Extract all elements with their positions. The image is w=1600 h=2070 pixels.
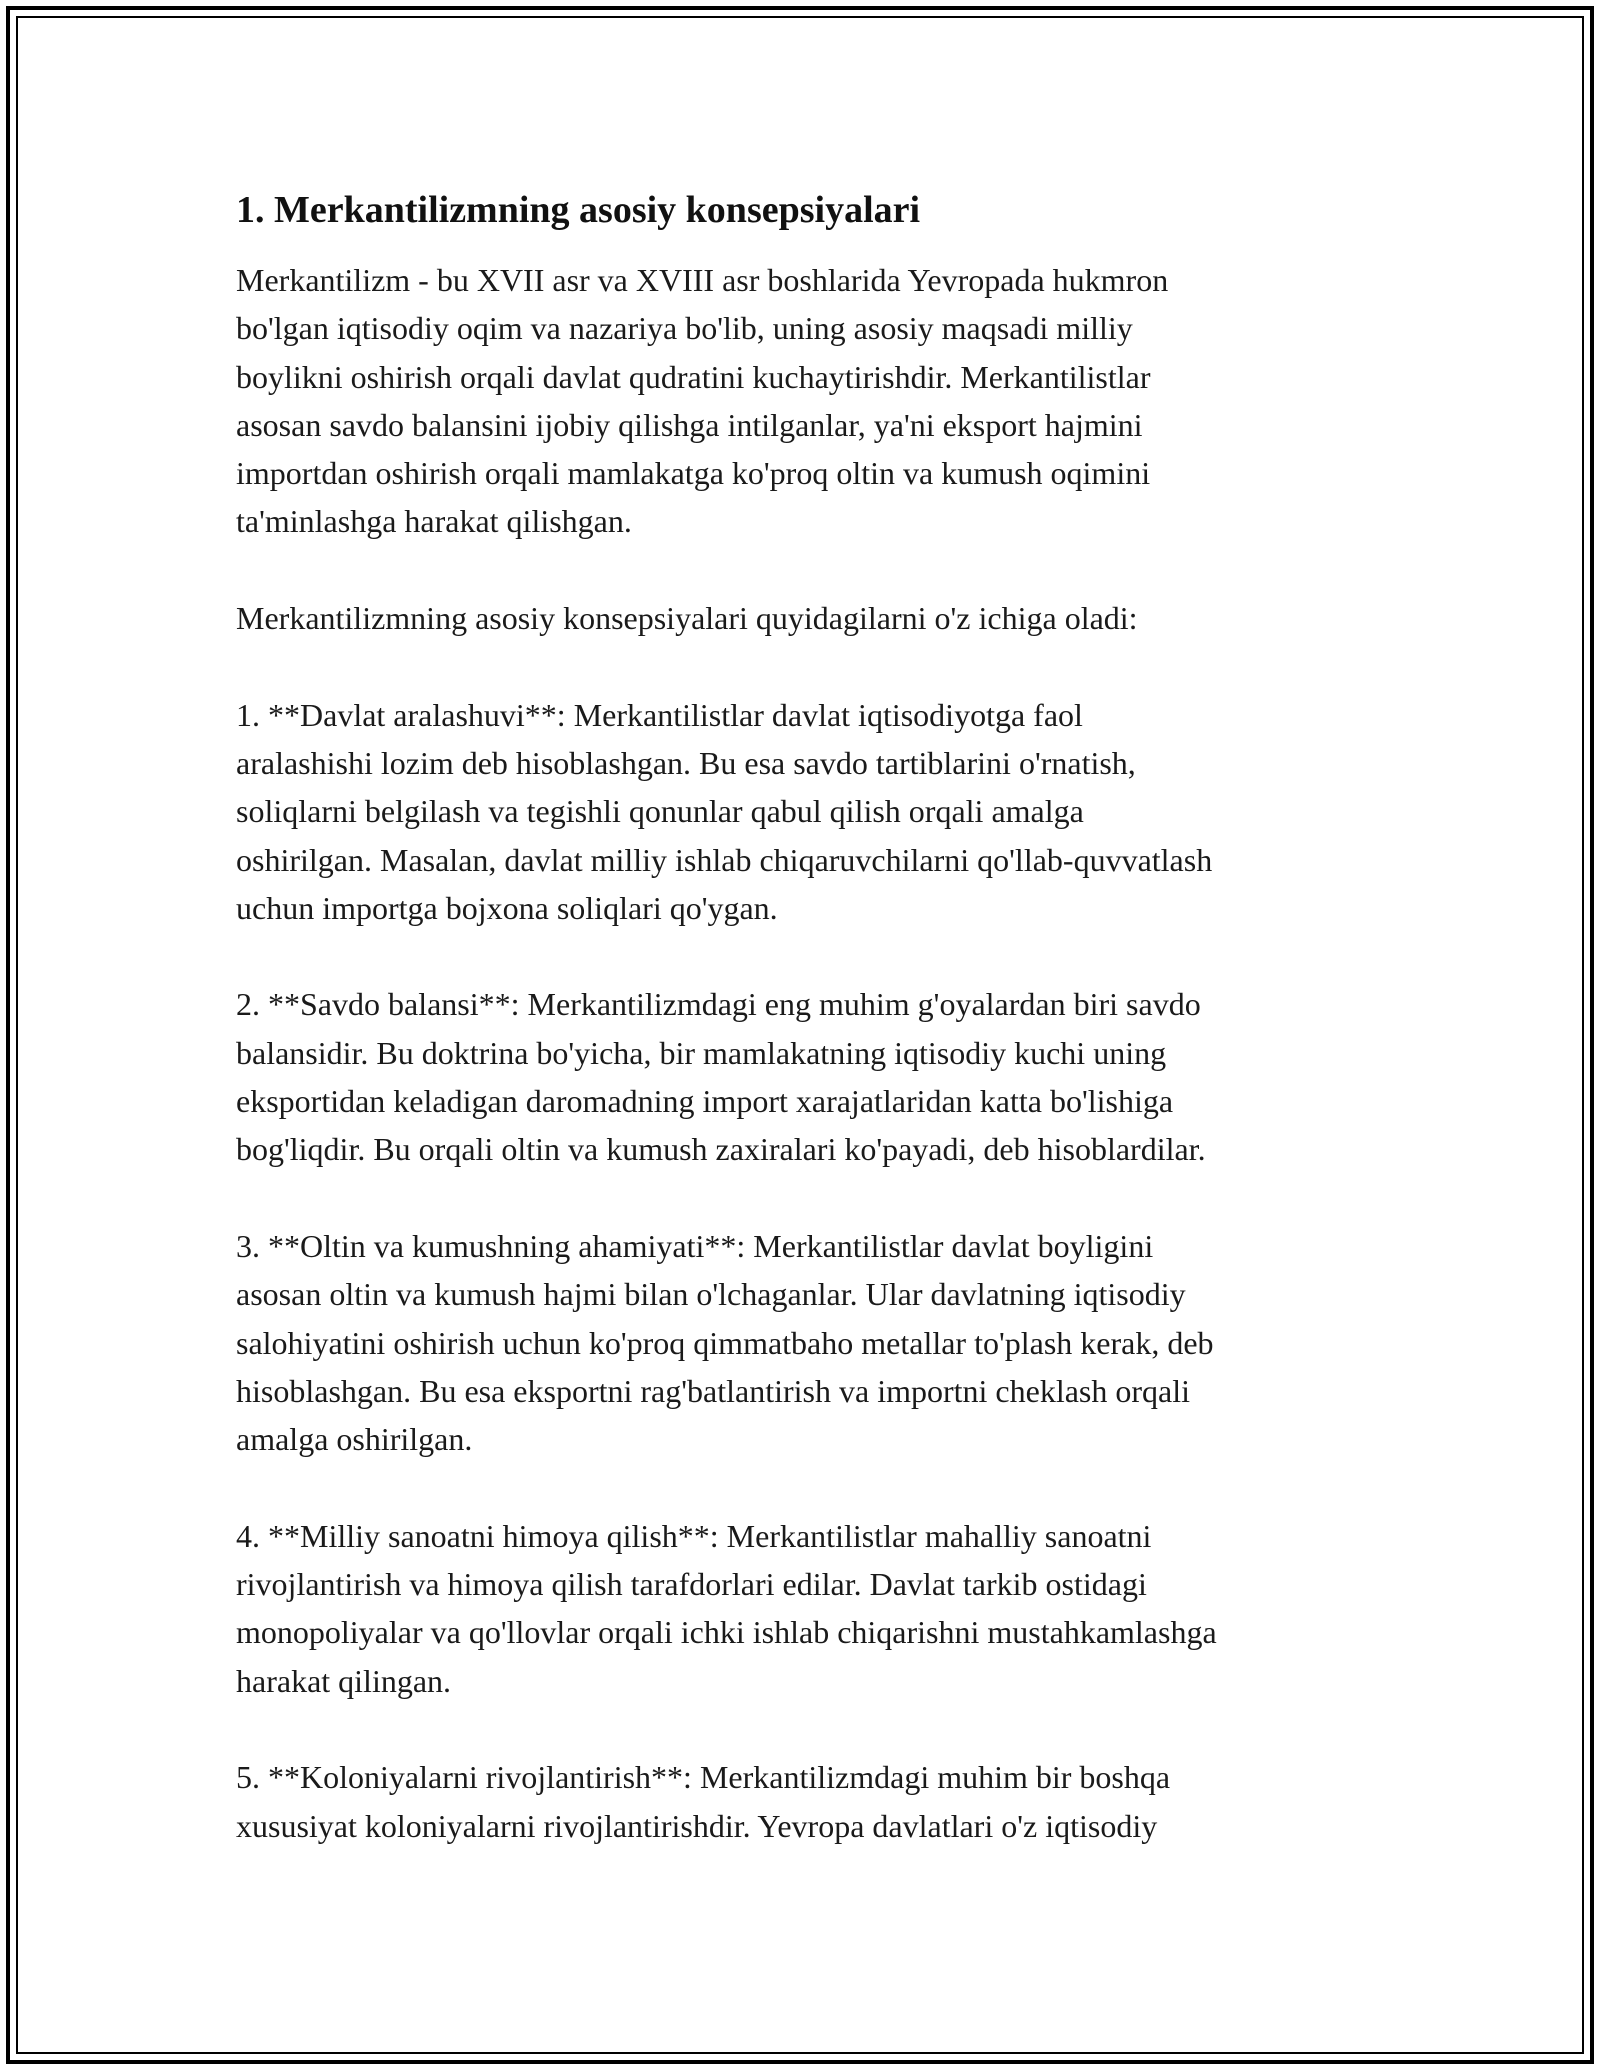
document-body [236, 186, 1366, 1850]
text-line: salohiyatini oshirish uchun ko'proq qimmatbaho metallar to'plash kerak, deb [236, 1324, 1214, 1361]
paragraph-gap [236, 546, 1366, 594]
text-line: amalga oshirilgan. [236, 1421, 473, 1458]
paragraph-gap [236, 642, 1366, 690]
text-line: Merkantilizmning asosiy konsepsiyalari quyidagilarni o'z ichiga oladi: [236, 600, 1138, 637]
text-line: ta'minlashga harakat qilishgan. [236, 503, 632, 540]
text-line: Merkantilizm - bu XVII asr va XVIII asr boshlarida Yevropada hukmron [236, 262, 1169, 298]
text-line: monopoliyalar va qo'llovlar orqali ichki ishlab chiqarishni mustahkamlashga [236, 1614, 1217, 1651]
text-line: rivojlantirish va himoya qilish tarafdorlari edilar. Davlat tarkib ostidagi [236, 1566, 1147, 1603]
paragraph-gap [236, 932, 1366, 980]
text-line: asosan oltin va kumush hajmi bilan o'lchaganlar. Ular davlatning iqtisodiy [236, 1276, 1186, 1313]
paragraph [236, 256, 1366, 546]
text-line: balansidir. Bu doktrina bo'yicha, bir mamlakatning iqtisodiy kuchi uning [236, 1034, 1167, 1071]
paragraph [236, 594, 1366, 642]
paragraph-gap [236, 1705, 1366, 1753]
text-line: soliqlarni belgilash va tegishli qonunlar qabul qilish orqali amalga [236, 793, 1084, 830]
paragraph [236, 1512, 1366, 1705]
text-line: 1. **Davlat aralashuvi**: Merkantilistlar davlat iqtisodiyotga faol [236, 696, 1083, 733]
paragraph-gap [236, 1463, 1366, 1511]
text-line: eksportidan keladigan daromadning import xarajatlaridan katta bo'lishiga [236, 1083, 1174, 1120]
text-line: aralashishi lozim deb hisoblashgan. Bu esa savdo tartiblarini o'rnatish, [236, 744, 1136, 781]
paragraph [236, 691, 1366, 932]
paragraph [236, 1753, 1366, 1850]
paragraphs-container [236, 256, 1366, 1850]
paragraph [236, 1222, 1366, 1463]
text-line: bog'liqdir. Bu orqali oltin va kumush zaxiralari ko'payadi, deb hisoblardilar. [236, 1131, 1206, 1168]
text-line: asosan savdo balansini ijobiy qilishga intilganlar, ya'ni eksport hajmini [236, 406, 1143, 443]
text-line: harakat qilingan. [236, 1662, 452, 1699]
section-heading: 1. Merkantilizmning asosiy konsepsiyalari [236, 189, 921, 231]
text-line: uchun importga bojxona soliqlari qo'ygan. [236, 889, 778, 926]
text-line: boylikni oshirish orqali davlat qudratini kuchaytirishdir. Merkantilistlar [236, 358, 1151, 395]
text-line: importdan oshirish orqali mamlakatga ko'proq oltin va kumush oqimini [236, 455, 1151, 492]
text-line: hisoblashgan. Bu esa eksportni rag'batlantirish va importni cheklash orqali [236, 1372, 1190, 1409]
text-line: 2. **Savdo balansi**: Merkantilizmdagi eng muhim g'oyalardan biri savdo [236, 986, 1201, 1023]
text-line: xususiyat koloniyalarni rivojlantirishdir. Yevropa davlatlari o'z iqtisodiy [236, 1807, 1158, 1844]
paragraph-gap [236, 1174, 1366, 1222]
text-line: bo'lgan iqtisodiy oqim va nazariya bo'lib, uning asosiy maqsadi milliy [236, 310, 1133, 347]
text-line: 5. **Koloniyalarni rivojlantirish**: Merkantilizmdagi muhim bir boshqa [236, 1759, 1171, 1796]
text-line: 4. **Milliy sanoatni himoya qilish**: Merkantilistlar mahalliy sanoatni [236, 1517, 1152, 1554]
text-line: oshirilgan. Masalan, davlat milliy ishlab chiqaruvchilarni qo'llab-quvvatlash [236, 841, 1213, 878]
paragraph [236, 980, 1366, 1173]
text-line: 3. **Oltin va kumushning ahamiyati**: Merkantilistlar davlat boyligini [236, 1227, 1154, 1264]
